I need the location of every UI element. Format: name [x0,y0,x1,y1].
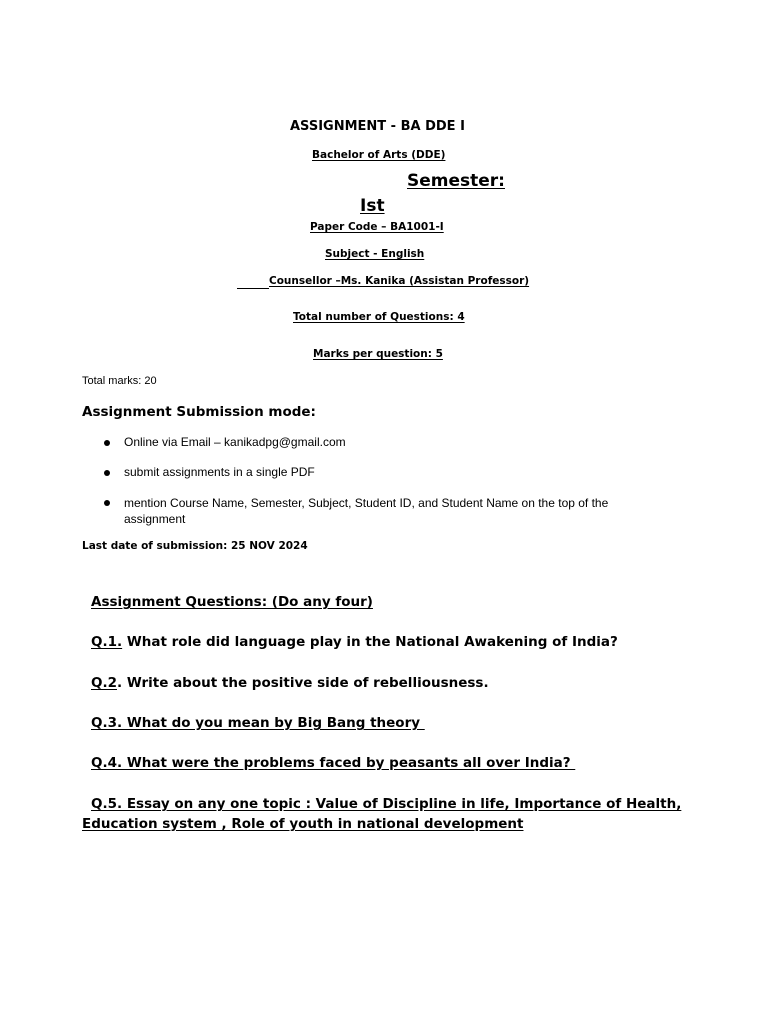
bullet-icon [104,440,110,446]
marks-per-question: Marks per question: 5 [313,348,443,360]
submission-heading: Assignment Submission mode: [82,404,316,420]
question-1-text: What role did language play in the National Awakening of India? [122,634,618,650]
total-questions: Total number of Questions: 4 [293,311,465,323]
question-1 [91,634,618,650]
submission-item-email: Online via Email – kanikadpg@gmail.com [124,435,346,449]
program-name: Bachelor of Arts (DDE) [312,149,446,161]
bullet-icon [104,470,110,476]
counsellor-underline-lead [237,275,269,289]
submission-item-header-info-cont: assignment [124,512,186,526]
total-marks: Total marks: 20 [82,375,157,387]
last-date: Last date of submission: 25 NOV 2024 [82,540,308,552]
question-2-number: Q.2 [91,675,117,691]
question-5-line-1: Q.5. Essay on any one topic : Value of Discipline in life, Importance of Health, [91,796,682,812]
semester-label: Semester: [407,171,505,191]
paper-code: Paper Code – BA1001-I [310,221,444,233]
assignment-title: ASSIGNMENT - BA DDE I [290,119,465,134]
question-1-number: Q.1. [91,634,123,650]
semester-value: Ist [360,196,385,216]
bullet-icon [104,500,110,506]
question-5-line-2: Education system , Role of youth in national development [82,816,524,832]
question-3: Q.3. What do you mean by Big Bang theory [91,715,425,731]
counsellor: Counsellor –Ms. Kanika (Assistan Professor) [269,275,530,287]
questions-heading: Assignment Questions: (Do any four) [91,594,373,610]
submission-item-pdf: submit assignments in a single PDF [124,465,315,479]
question-2 [91,675,489,691]
submission-item-header-info: mention Course Name, Semester, Subject, Student ID, and Student Name on the top of the [124,496,609,510]
question-2-text: . Write about the positive side of rebelliousness. [117,675,489,691]
subject: Subject - English [325,248,425,260]
question-4: Q.4. What were the problems faced by peasants all over India? [91,755,576,771]
